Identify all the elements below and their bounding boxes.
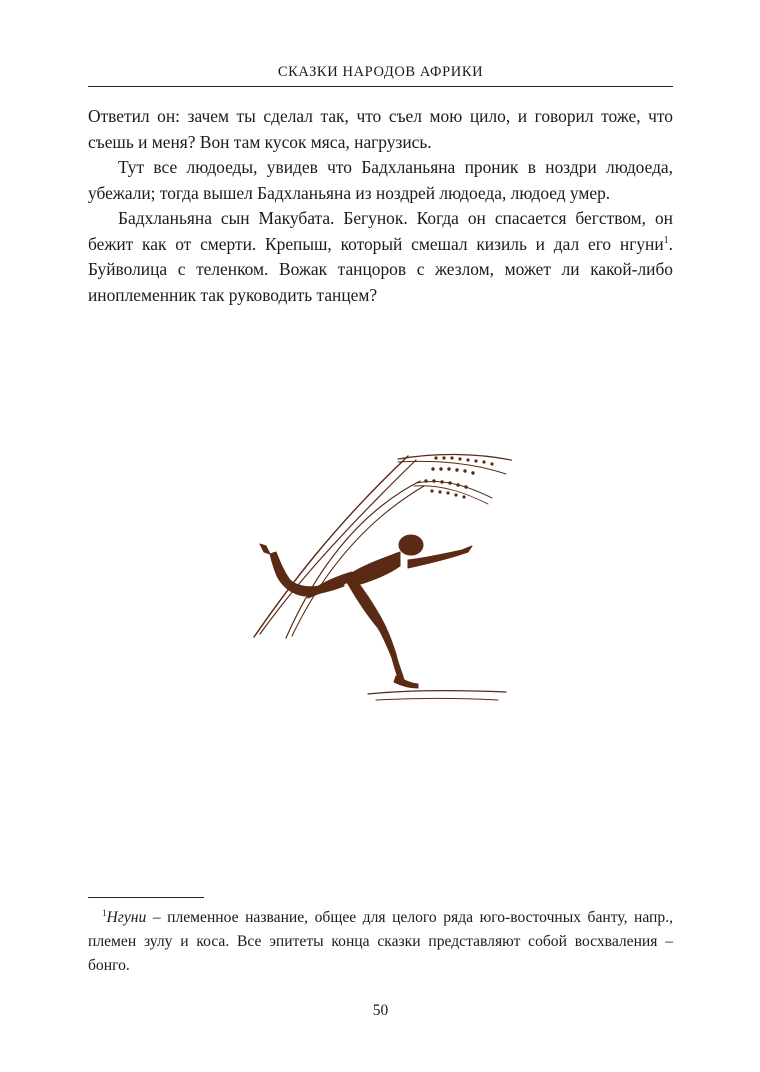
running-head: СКАЗКИ НАРОДОВ АФРИКИ (277, 64, 484, 80)
paragraph-3-continuation: . Буйволица с теленком. Вожак танцоров с жезлом, может ли какой-либо иноплеменник так руководить танцем? (88, 233, 673, 305)
footnote-text: – племенное название, общее для целого ряда юго-восточных банту, напр., племен зулу и коса. Все эпитеты конца сказки представляют собой восхваления – бонго. (88, 909, 673, 974)
paragraph-2: Тут все людоеды, увидев что Бадхланьяна проник в ноздри людоеда, убежали; тогда вышел Бадхланьяна из ноздрей людоеда, людоед умер. (88, 157, 673, 203)
paragraph-3-text: Бадхланьяна сын Макубата. Бегунок. Когда он спасается бегством, он бежит как от смерти. Крепыш, который смешал кизиль и дал его нгуни (88, 208, 673, 254)
illustration (248, 448, 512, 708)
paragraph-1: Ответил он: зачем ты сделал так, что съел мою цило, и говорил тоже, что съешь и меня? Вон там кусок мяса, нагрузись. (88, 106, 673, 152)
running-figure-rock-art-icon (248, 448, 512, 708)
footnote-rule (88, 897, 204, 898)
page-number: 50 (372, 1002, 389, 1019)
body-text (88, 104, 673, 308)
footnote-term: Нгуни (106, 909, 147, 926)
footnote-reference[interactable]: 1 (663, 234, 669, 246)
running-head-rule (88, 86, 673, 87)
footnote-marker: 1 (102, 907, 107, 918)
paragraph-3 (88, 206, 673, 308)
footnote (88, 906, 673, 978)
